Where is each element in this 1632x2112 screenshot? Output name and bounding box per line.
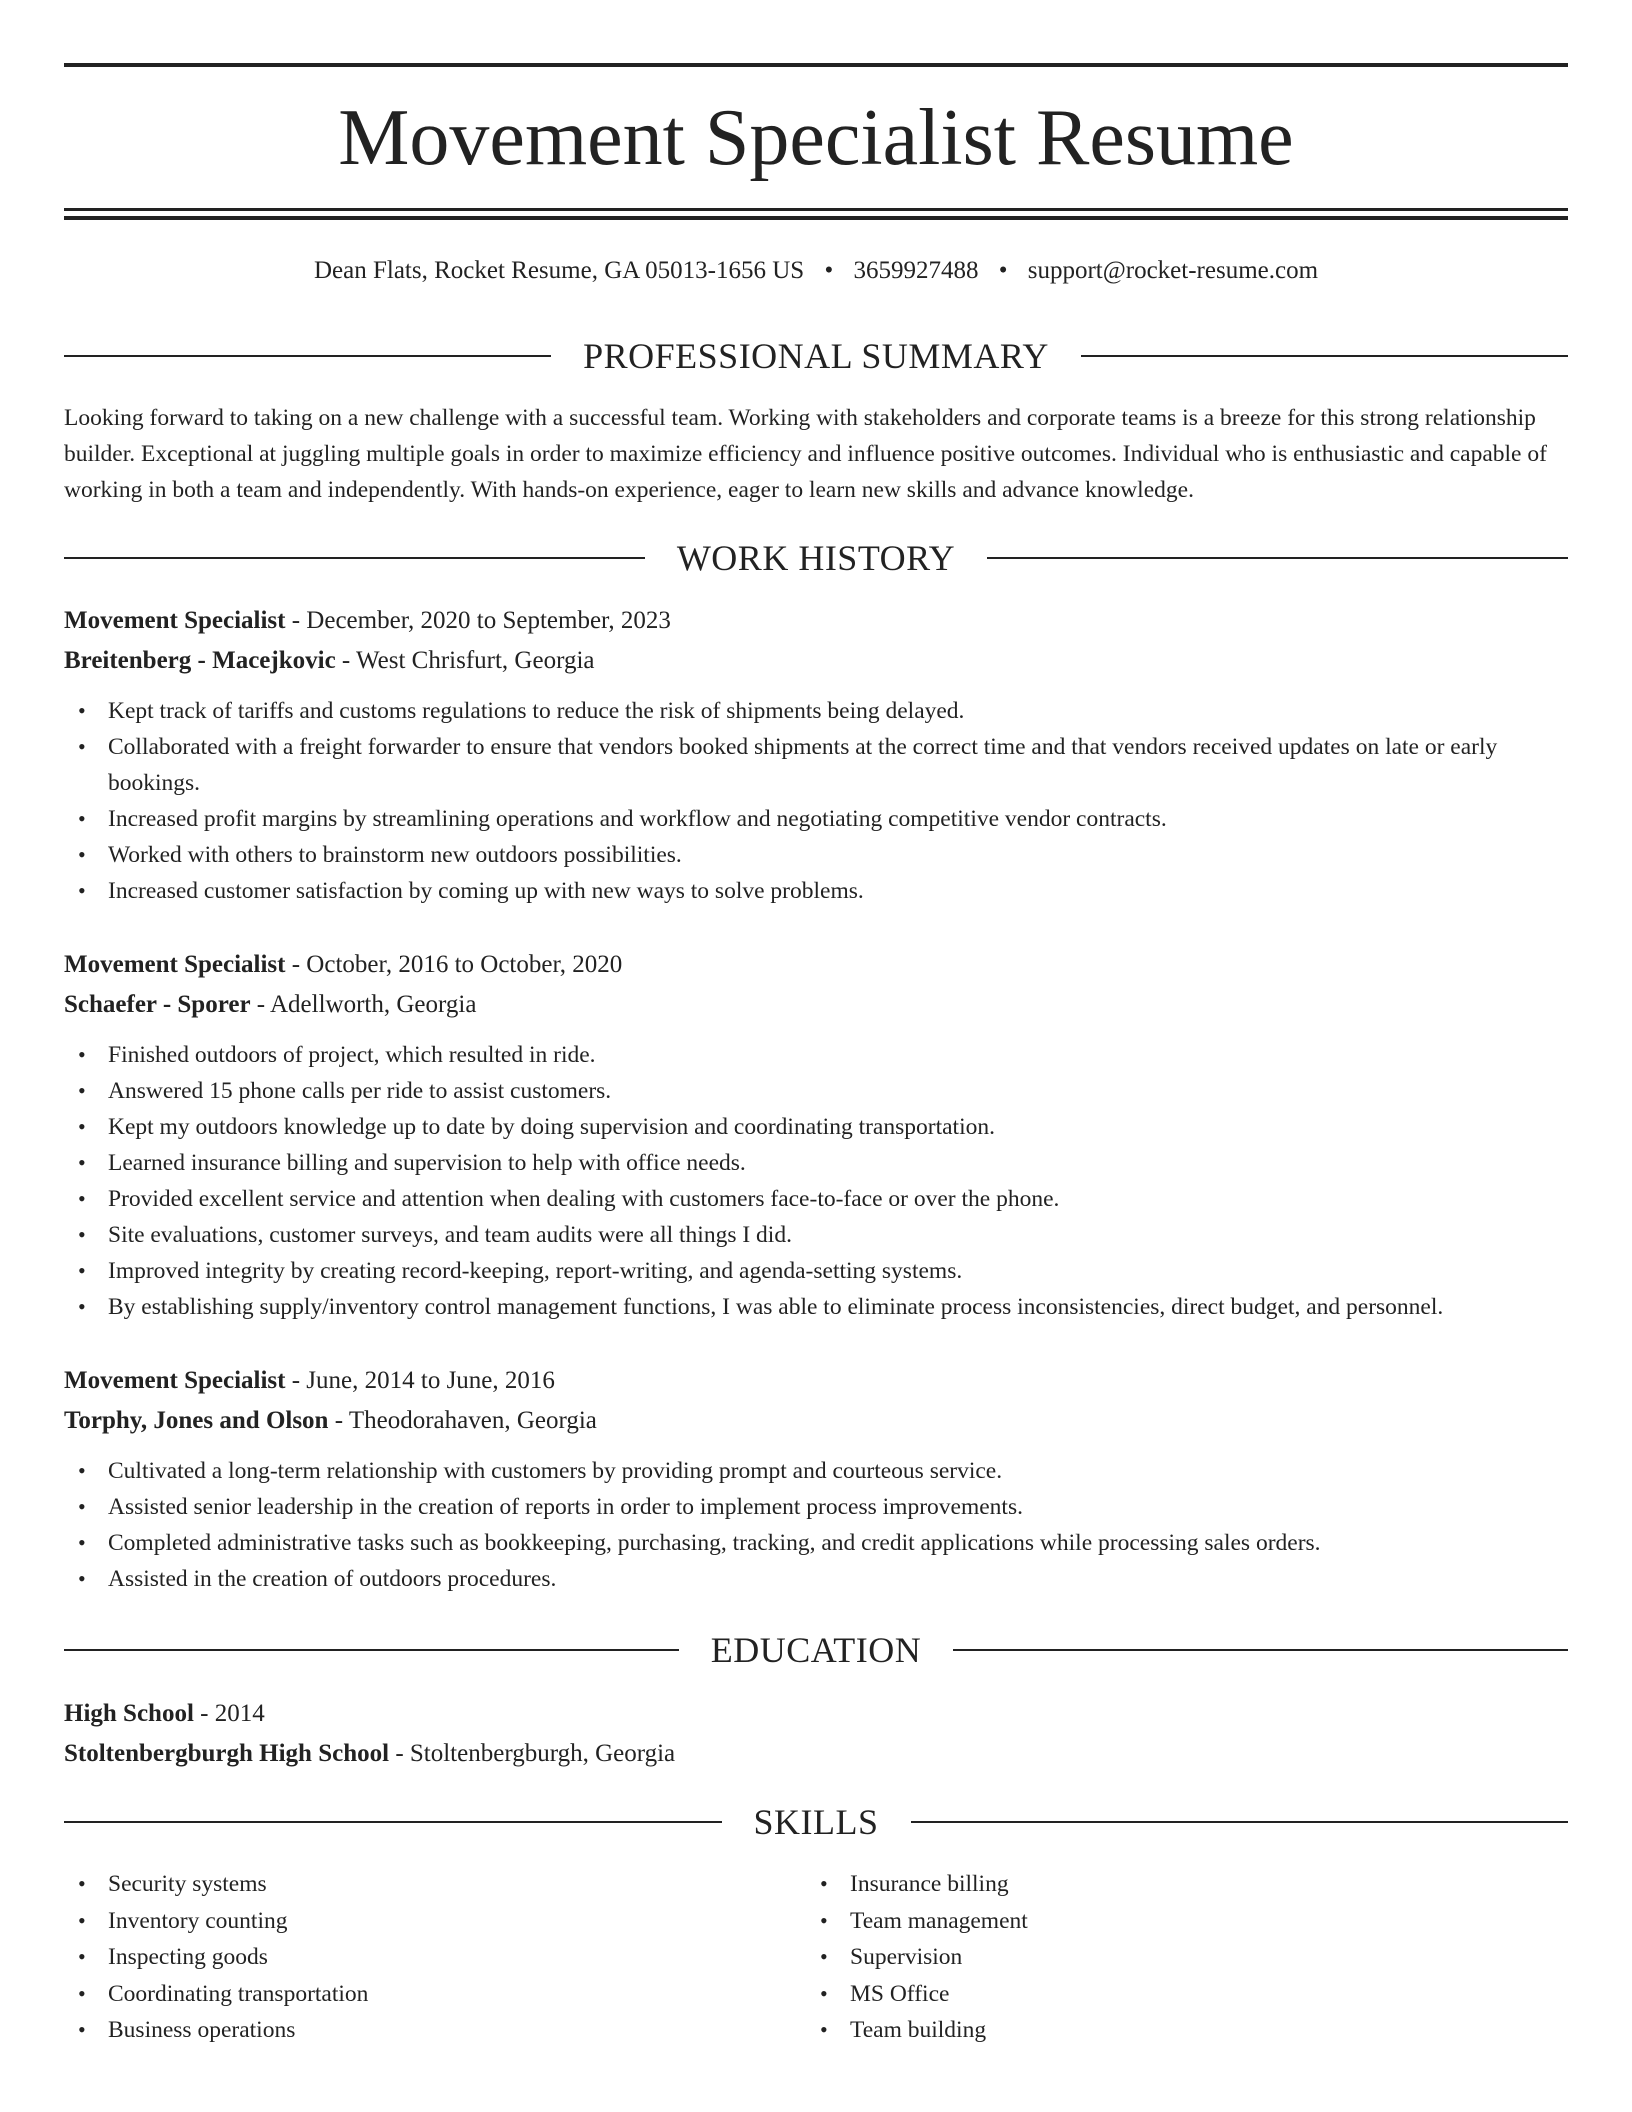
section-header-skills: [64, 1800, 1568, 1844]
list-item: • Increased profit margins by streamlining operations and workflow and negotiating competitive vendor contracts.: [64, 801, 1568, 837]
job-company-line: [64, 641, 1568, 681]
section-header-education: [64, 1628, 1568, 1672]
list-item: • Improved integrity by creating record-keeping, report-writing, and agenda-setting systems.: [64, 1253, 1568, 1289]
list-item: • Kept my outdoors knowledge up to date by doing supervision and coordinating transportation.: [64, 1109, 1568, 1145]
section-rule-right: [953, 1649, 1568, 1651]
education-degree: High School: [64, 1700, 194, 1727]
section-header-work-history: [64, 536, 1568, 580]
list-item: • Site evaluations, customer surveys, and team audits were all things I did.: [64, 1217, 1568, 1253]
contact-line: [64, 254, 1568, 288]
section-header-summary: [64, 334, 1568, 378]
list-item: • Assisted in the creation of outdoors procedures.: [64, 1561, 1568, 1597]
list-item: • By establishing supply/inventory control management functions, I was able to eliminate process inconsistencies, direct budget, and personnel.: [64, 1289, 1568, 1325]
skill-item: • Insurance billing: [806, 1866, 1548, 1903]
job-entry: [64, 601, 1568, 909]
list-item: • Completed administrative tasks such as bookkeeping, purchasing, tracking, and credit applications while processing sales orders.: [64, 1525, 1568, 1561]
job-dates: - October, 2016 to October, 2020: [285, 951, 623, 978]
section-title: WORK HISTORY: [676, 538, 956, 578]
job-dates: - December, 2020 to September, 2023: [285, 607, 671, 634]
job-bullets: [64, 1453, 1568, 1597]
education-entry: [64, 1694, 1568, 1774]
job-location: - Adellworth, Georgia: [250, 991, 477, 1018]
skill-item: • Coordinating transportation: [64, 1976, 806, 2013]
list-item: • Increased customer satisfaction by coming up with new ways to solve problems.: [64, 873, 1568, 909]
skill-item: • Team building: [806, 2012, 1548, 2049]
job-role: Movement Specialist: [64, 951, 286, 978]
job-dates: - June, 2014 to June, 2016: [285, 1367, 555, 1394]
list-item: • Finished outdoors of project, which resulted in ride.: [64, 1037, 1568, 1073]
skill-item: • Security systems: [64, 1866, 806, 1903]
contact-email: support@rocket-resume.com: [1027, 257, 1319, 284]
job-bullets: [64, 693, 1568, 909]
job-title-line: [64, 601, 1568, 641]
job-location: - West Chrisfurt, Georgia: [335, 647, 595, 674]
job-title-line: [64, 945, 1568, 985]
list-item: • Worked with others to brainstorm new outdoors possibilities.: [64, 837, 1568, 873]
skill-item: • Inspecting goods: [64, 1939, 806, 1976]
job-role: Movement Specialist: [64, 607, 286, 634]
skills-grid: [64, 1866, 1568, 2049]
section-rule-right: [911, 1821, 1569, 1823]
list-item: • Assisted senior leadership in the creation of reports in order to implement process improvements.: [64, 1489, 1568, 1525]
section-rule-right: [987, 557, 1568, 559]
skill-item: • MS Office: [806, 1976, 1548, 2013]
skill-item: • Team management: [806, 1903, 1548, 1940]
section-rule-left: [64, 557, 645, 559]
education-school-line: [64, 1734, 1568, 1774]
skill-item: • Supervision: [806, 1939, 1548, 1976]
section-title: EDUCATION: [710, 1630, 922, 1670]
section-title: SKILLS: [753, 1802, 879, 1842]
resume-title: Movement Specialist Resume: [338, 94, 1294, 182]
list-item: • Kept track of tariffs and customs regulations to reduce the risk of shipments being delayed.: [64, 693, 1568, 729]
list-item: • Cultivated a long-term relationship with customers by providing prompt and courteous service.: [64, 1453, 1568, 1489]
section-rule-left: [64, 355, 551, 357]
list-item: • Collaborated with a freight forwarder to ensure that vendors booked shipments at the correct time and that vendors received updates on late or early bookings.: [64, 729, 1568, 801]
top-rule: [64, 63, 1568, 67]
section-rule-left: [64, 1821, 722, 1823]
skill-item: • Inventory counting: [64, 1903, 806, 1940]
skills-column-right: [806, 1866, 1548, 2049]
list-item: • Answered 15 phone calls per ride to assist customers.: [64, 1073, 1568, 1109]
education-school: Stoltenbergburgh High School: [64, 1740, 390, 1767]
section-rule-left: [64, 1649, 679, 1651]
job-role: Movement Specialist: [64, 1367, 286, 1394]
skill-item: • Business operations: [64, 2012, 806, 2049]
list-item: • Provided excellent service and attention when dealing with customers face-to-face or over the phone.: [64, 1181, 1568, 1217]
list-item: • Learned insurance billing and supervision to help with office needs.: [64, 1145, 1568, 1181]
section-rule-right: [1081, 355, 1568, 357]
skills-column-left: [64, 1866, 806, 2049]
summary-paragraph: Looking forward to taking on a new challenge with a successful team. Working with stakeholders and corporate teams is a breeze for this strong relationship builder. Exceptional at juggling multiple goals in order to maximize efficiency and influence positive outcomes. Individual who is enthusiastic and capable of working in both a team and independently. With hands-on experience, eager to learn new skills and advance knowledge.: [64, 405, 1547, 503]
job-entry: [64, 1361, 1568, 1597]
job-title-line: [64, 1361, 1568, 1401]
education-year: - 2014: [193, 1700, 265, 1727]
job-company-line: [64, 985, 1568, 1025]
contact-address: Dean Flats, Rocket Resume, GA 05013-1656 US: [313, 257, 805, 284]
contact-separator: •: [824, 257, 834, 284]
title-double-rule: [64, 208, 1568, 220]
job-company: Torphy, Jones and Olson: [64, 1407, 329, 1434]
contact-separator: •: [998, 257, 1008, 284]
section-title: PROFESSIONAL SUMMARY: [583, 336, 1049, 376]
job-company: Schaefer - Sporer: [64, 991, 251, 1018]
job-company: Breitenberg - Macejkovic: [64, 647, 336, 674]
education-location: - Stoltenbergburgh, Georgia: [389, 1740, 676, 1767]
job-company-line: [64, 1401, 1568, 1441]
job-location: - Theodorahaven, Georgia: [328, 1407, 597, 1434]
education-degree-line: [64, 1694, 1568, 1734]
job-entry: [64, 945, 1568, 1325]
job-bullets: [64, 1037, 1568, 1325]
contact-phone: 3659927488: [853, 257, 979, 284]
